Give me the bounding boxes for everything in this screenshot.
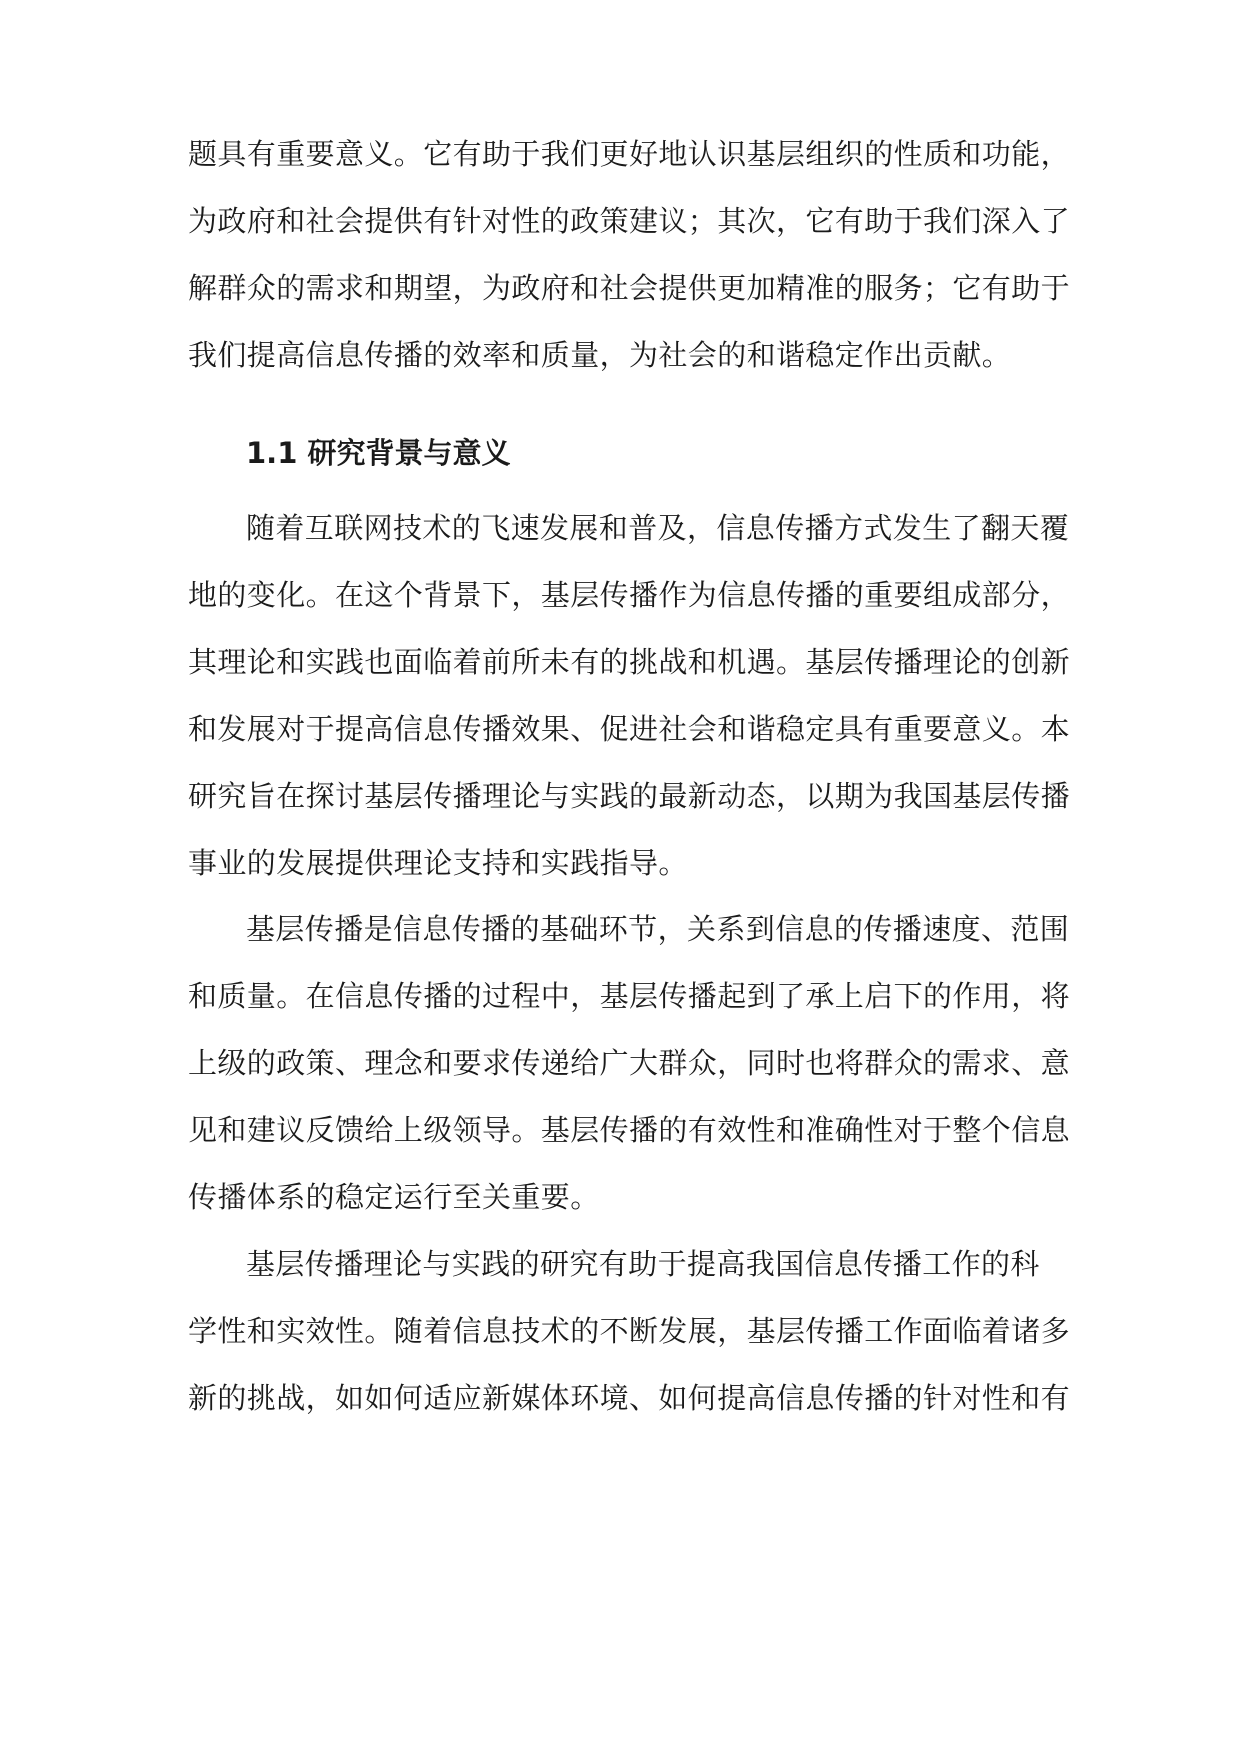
text-line: 事业的发展提供理论支持和实践指导。	[188, 846, 688, 880]
text-line: 题具有重要意义。它有助于我们更好地认识基层组织的性质和功能，	[188, 137, 1071, 171]
text-line: 解群众的需求和期望，为政府和社会提供更加精准的服务；它有助于	[188, 271, 1071, 305]
text-line: 传播体系的稳定运行至关重要。	[188, 1180, 600, 1214]
text-line: 为政府和社会提供有针对性的政策建议；其次，它有助于我们深入了	[188, 204, 1071, 238]
text-line: 上级的政策、理念和要求传递给广大群众，同时也将群众的需求、意	[188, 1046, 1071, 1080]
text-line: 和发展对于提高信息传播效果、促进社会和谐稳定具有重要意义。本	[188, 712, 1071, 746]
text-line: 新的挑战，如如何适应新媒体环境、如何提高信息传播的针对性和有	[188, 1381, 1071, 1415]
text-line: 其理论和实践也面临着前所未有的挑战和机遇。基层传播理论的创新	[188, 645, 1071, 679]
text-line: 基层传播是信息传播的基础环节，关系到信息的传播速度、范围	[246, 912, 1070, 946]
text-line: 地的变化。在这个背景下，基层传播作为信息传播的重要组成部分，	[188, 578, 1071, 612]
text-line: 学性和实效性。随着信息技术的不断发展，基层传播工作面临着诸多	[188, 1314, 1071, 1348]
text-line: 见和建议反馈给上级领导。基层传播的有效性和准确性对于整个信息	[188, 1113, 1071, 1147]
text-line: 随着互联网技术的飞速发展和普及，信息传播方式发生了翻天覆	[246, 511, 1070, 545]
section-heading: 1.1 研究背景与意义	[246, 436, 511, 470]
text-line: 我们提高信息传播的效率和质量，为社会的和谐稳定作出贡献。	[188, 338, 1012, 372]
text-line: 基层传播理论与实践的研究有助于提高我国信息传播工作的科	[246, 1247, 1040, 1281]
text-line: 研究旨在探讨基层传播理论与实践的最新动态，以期为我国基层传播	[188, 779, 1071, 813]
text-line: 和质量。在信息传播的过程中，基层传播起到了承上启下的作用，将	[188, 979, 1071, 1013]
